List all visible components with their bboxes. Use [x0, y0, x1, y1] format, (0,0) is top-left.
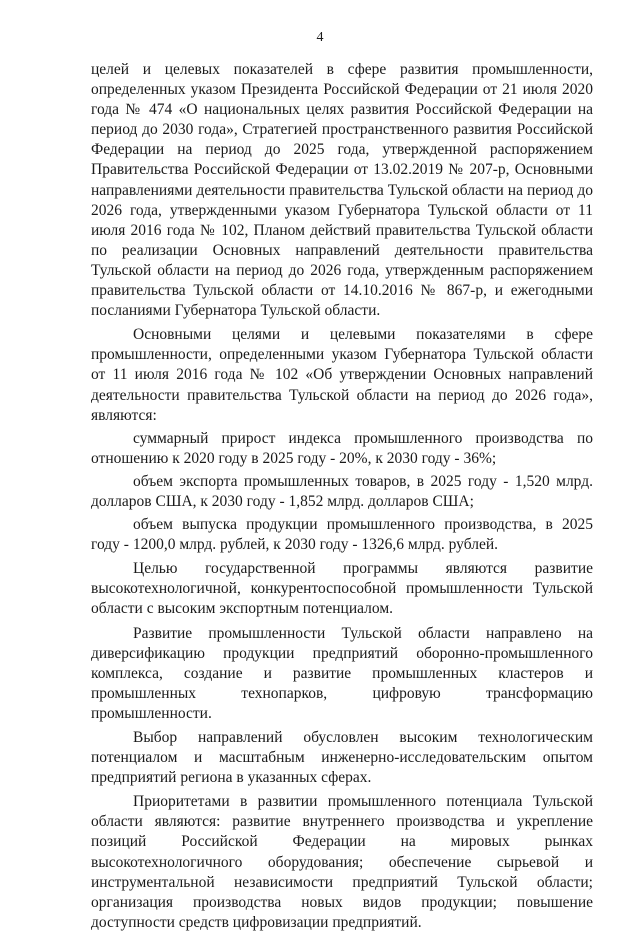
- paragraph-program-goal: Целью государственной программы являются развитие высокотехнологичной, конкурентоспособной промышленности Тульской области с высоким экспортным потенциалом.: [91, 560, 593, 618]
- paragraph-choice-of-directions: Выбор направлений обусловлен высоким технологическим потенциалом и масштабным инженерно-исследовательским опытом предприятий региона в указанных сферах.: [91, 729, 593, 787]
- body-text: [91, 60, 593, 933]
- page-number: 4: [316, 30, 324, 45]
- paragraph-indicator-production-index: суммарный прирост индекса промышленного производства по отношению к 2020 году в 2025 году - 20%, к 2030 году - 36%;: [91, 429, 593, 467]
- paragraph-industry-development: Развитие промышленности Тульской области направлено на диверсификацию продукции предприятий оборонно-промышленного комплекса, создание и развитие промышленных кластеров и промышленных технопарков, цифровую трансформацию промышленности.: [91, 624, 593, 722]
- paragraph-goals-intro: Основными целями и целевыми показателями в сфере промышленности, определенными указом Губернатора Тульской области от 11 июля 2016 года № 102 «Об утверждении Основных направлений деятельности правительства Тульской области на период до 2026 года», являются:: [91, 326, 593, 424]
- paragraph-indicator-export: объем экспорта промышленных товаров, в 2025 году - 1,520 млрд. долларов США, к 2030 году - 1,852 млрд. долларов США;: [91, 472, 593, 510]
- paragraph-priorities: Приоритетами в развитии промышленного потенциала Тульской области являются: развитие внутреннего производства и укрепление позиций Российской Федерации на мировых рынках высокотехнологичного оборудования; обеспечение сырьевой и инструментальной независимости предприятий Тульской области; организация производства новых видов продукции; повышение доступности средств цифровизации предприятий.: [91, 793, 593, 931]
- paragraph-continuation: целей и целевых показателей в сфере развития промышленности, определенных указом Президента Российской Федерации от 21 июля 2020 года № 474 «О национальных целях развития Российской Федерации на период до 2030 года», Стратегией пространственного развития Российской Федерации на период до 2025 года, утвержденной распоряжением Правительства Российской Федерации от 13.02.2019 № 207-р, Основными направлениями деятельности правительства Тульской области на период до 2026 года, утвержденными указом Губернатора Тульской области от 11 июля 2016 года № 102, Планом действий правительства Тульской области по реализации Основных направлений деятельности правительства Тульской области на период до 2026 года, утвержденным распоряжением правительства Тульской области от 14.10.2016 № 867-р, и ежегодными посланиями Губернатора Тульской области.: [91, 61, 593, 320]
- paragraph-indicator-output: объем выпуска продукции промышленного производства, в 2025 году - 1200,0 млрд. рублей, к 2030 году - 1326,6 млрд. рублей.: [91, 516, 593, 554]
